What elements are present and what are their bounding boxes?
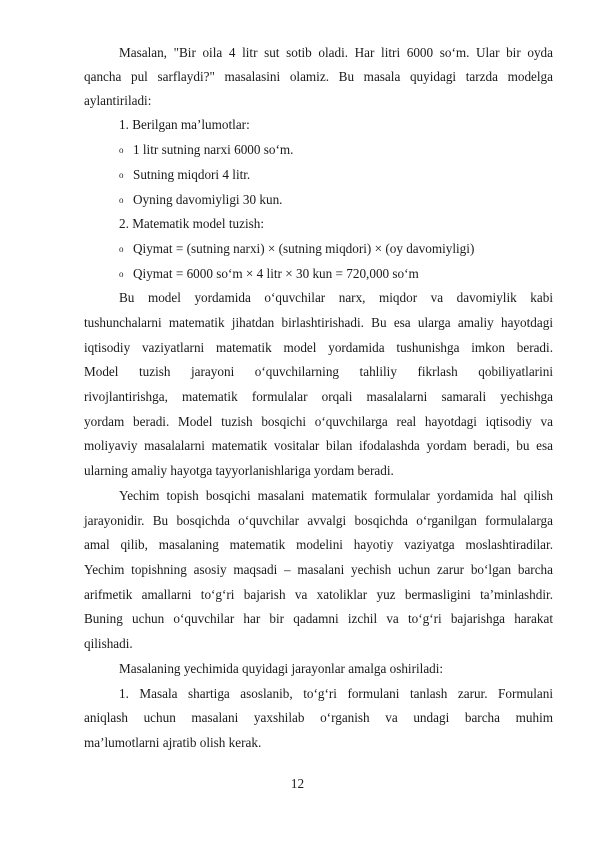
paragraph-line: aniqlash uchun masalani yaxshilab o‘rganish va undagi barcha muhim	[84, 710, 553, 725]
paragraph-line: 1. Masala shartiga asoslanib, to‘g‘ri formulani tanlash zarur. Formulani	[119, 686, 553, 701]
list-item	[119, 241, 474, 257]
list-item	[119, 266, 419, 282]
paragraph-line: arifmetik amallarni to‘g‘ri bajarish va xatoliklar yuz bermasligini ta’minlashdir.	[84, 587, 553, 602]
list-item	[119, 192, 282, 208]
paragraph-line: iqtisodiy vaziyatlarni matematik model yordamida tushunishga imkon beradi.	[84, 340, 553, 355]
paragraph-line: rivojlantirishga, matematik formulalar orqali masalalarni samarali yechishga	[84, 389, 553, 404]
paragraph-line: qilishadi.	[84, 636, 133, 651]
paragraph-line: Yechim topishning asosiy maqsadi – masalani yechish uchun zarur bo‘lgan barcha	[84, 562, 553, 577]
bullet-icon: o	[119, 244, 124, 254]
paragraph-line: Model tuzish jarayoni o‘quvchilarning tahliliy fikrlash qobiliyatlarini	[84, 364, 553, 379]
paragraph-line: moliyaviy masalalarni matematik vositalar bilan ifodalashda yordam beradi, bu esa	[84, 438, 553, 453]
page-number: 12	[290, 776, 305, 791]
list-item-text: 1 litr sutning narxi 6000 so‘m.	[133, 142, 294, 157]
list-item-text: Oyning davomiyligi 30 kun.	[133, 192, 283, 207]
paragraph-line: jarayonidir. Bu bosqichda o‘quvchilar avvalgi bosqichda o‘rganilgan formulalarga	[84, 513, 553, 528]
paragraph-line: amal qilib, masalaning matematik modelini hayotiy vaziyatga moslashtiradilar.	[84, 537, 553, 552]
paragraph-line: Masalaning yechimida quyidagi jarayonlar amalga oshiriladi:	[119, 661, 444, 676]
paragraph-line: tushunchalarni matematik jihatdan birlashtirishadi. Bu esa ularga amaliy hayotdagi	[84, 315, 553, 330]
bullet-icon: o	[119, 170, 124, 180]
paragraph-line: Buning uchun o‘quvchilar har bir qadamni izchil va to‘g‘ri bajarishga harakat	[84, 611, 553, 626]
list-item-text: Sutning miqdori 4 litr.	[133, 167, 251, 182]
paragraph-line: Masalan, "Bir oila 4 litr sut sotib oladi. Har litri 6000 so‘m. Ular bir oyda	[119, 45, 553, 60]
paragraph-line: ma’lumotlarni ajratib olish kerak.	[84, 735, 262, 750]
bullet-icon: o	[119, 195, 124, 205]
paragraph-line: yordam beradi. Model tuzish bosqichi o‘quvchilarga real hayotdagi iqtisodiy va	[84, 414, 553, 429]
list-item	[119, 167, 250, 183]
section-heading: 1. Berilgan ma’lumotlar:	[119, 117, 250, 132]
paragraph-line: Bu model yordamida o‘quvchilar narx, miqdor va davomiylik kabi	[119, 290, 553, 305]
paragraph-line: Yechim topish bosqichi masalani matematik formulalar yordamida hal qilish	[119, 488, 553, 503]
list-item-text: Qiymat = (sutning narxi) × (sutning miqdori) × (oy davomiyligi)	[133, 241, 475, 256]
bullet-icon: o	[119, 145, 124, 155]
list-item	[119, 142, 293, 158]
bullet-icon: o	[119, 269, 124, 279]
list-item-text: Qiymat = 6000 so‘m × 4 litr × 30 kun = 720,000 so‘m	[133, 266, 419, 281]
paragraph-line: aylantiriladi:	[84, 93, 152, 108]
paragraph-line: ularning amaliy hayotga tayyorlanishlariga yordam beradi.	[84, 463, 394, 478]
section-heading: 2. Matematik model tuzish:	[119, 216, 265, 231]
paragraph-line: qancha pul sarflaydi?" masalasini olamiz. Bu masala quyidagi tarzda modelga	[84, 69, 553, 84]
